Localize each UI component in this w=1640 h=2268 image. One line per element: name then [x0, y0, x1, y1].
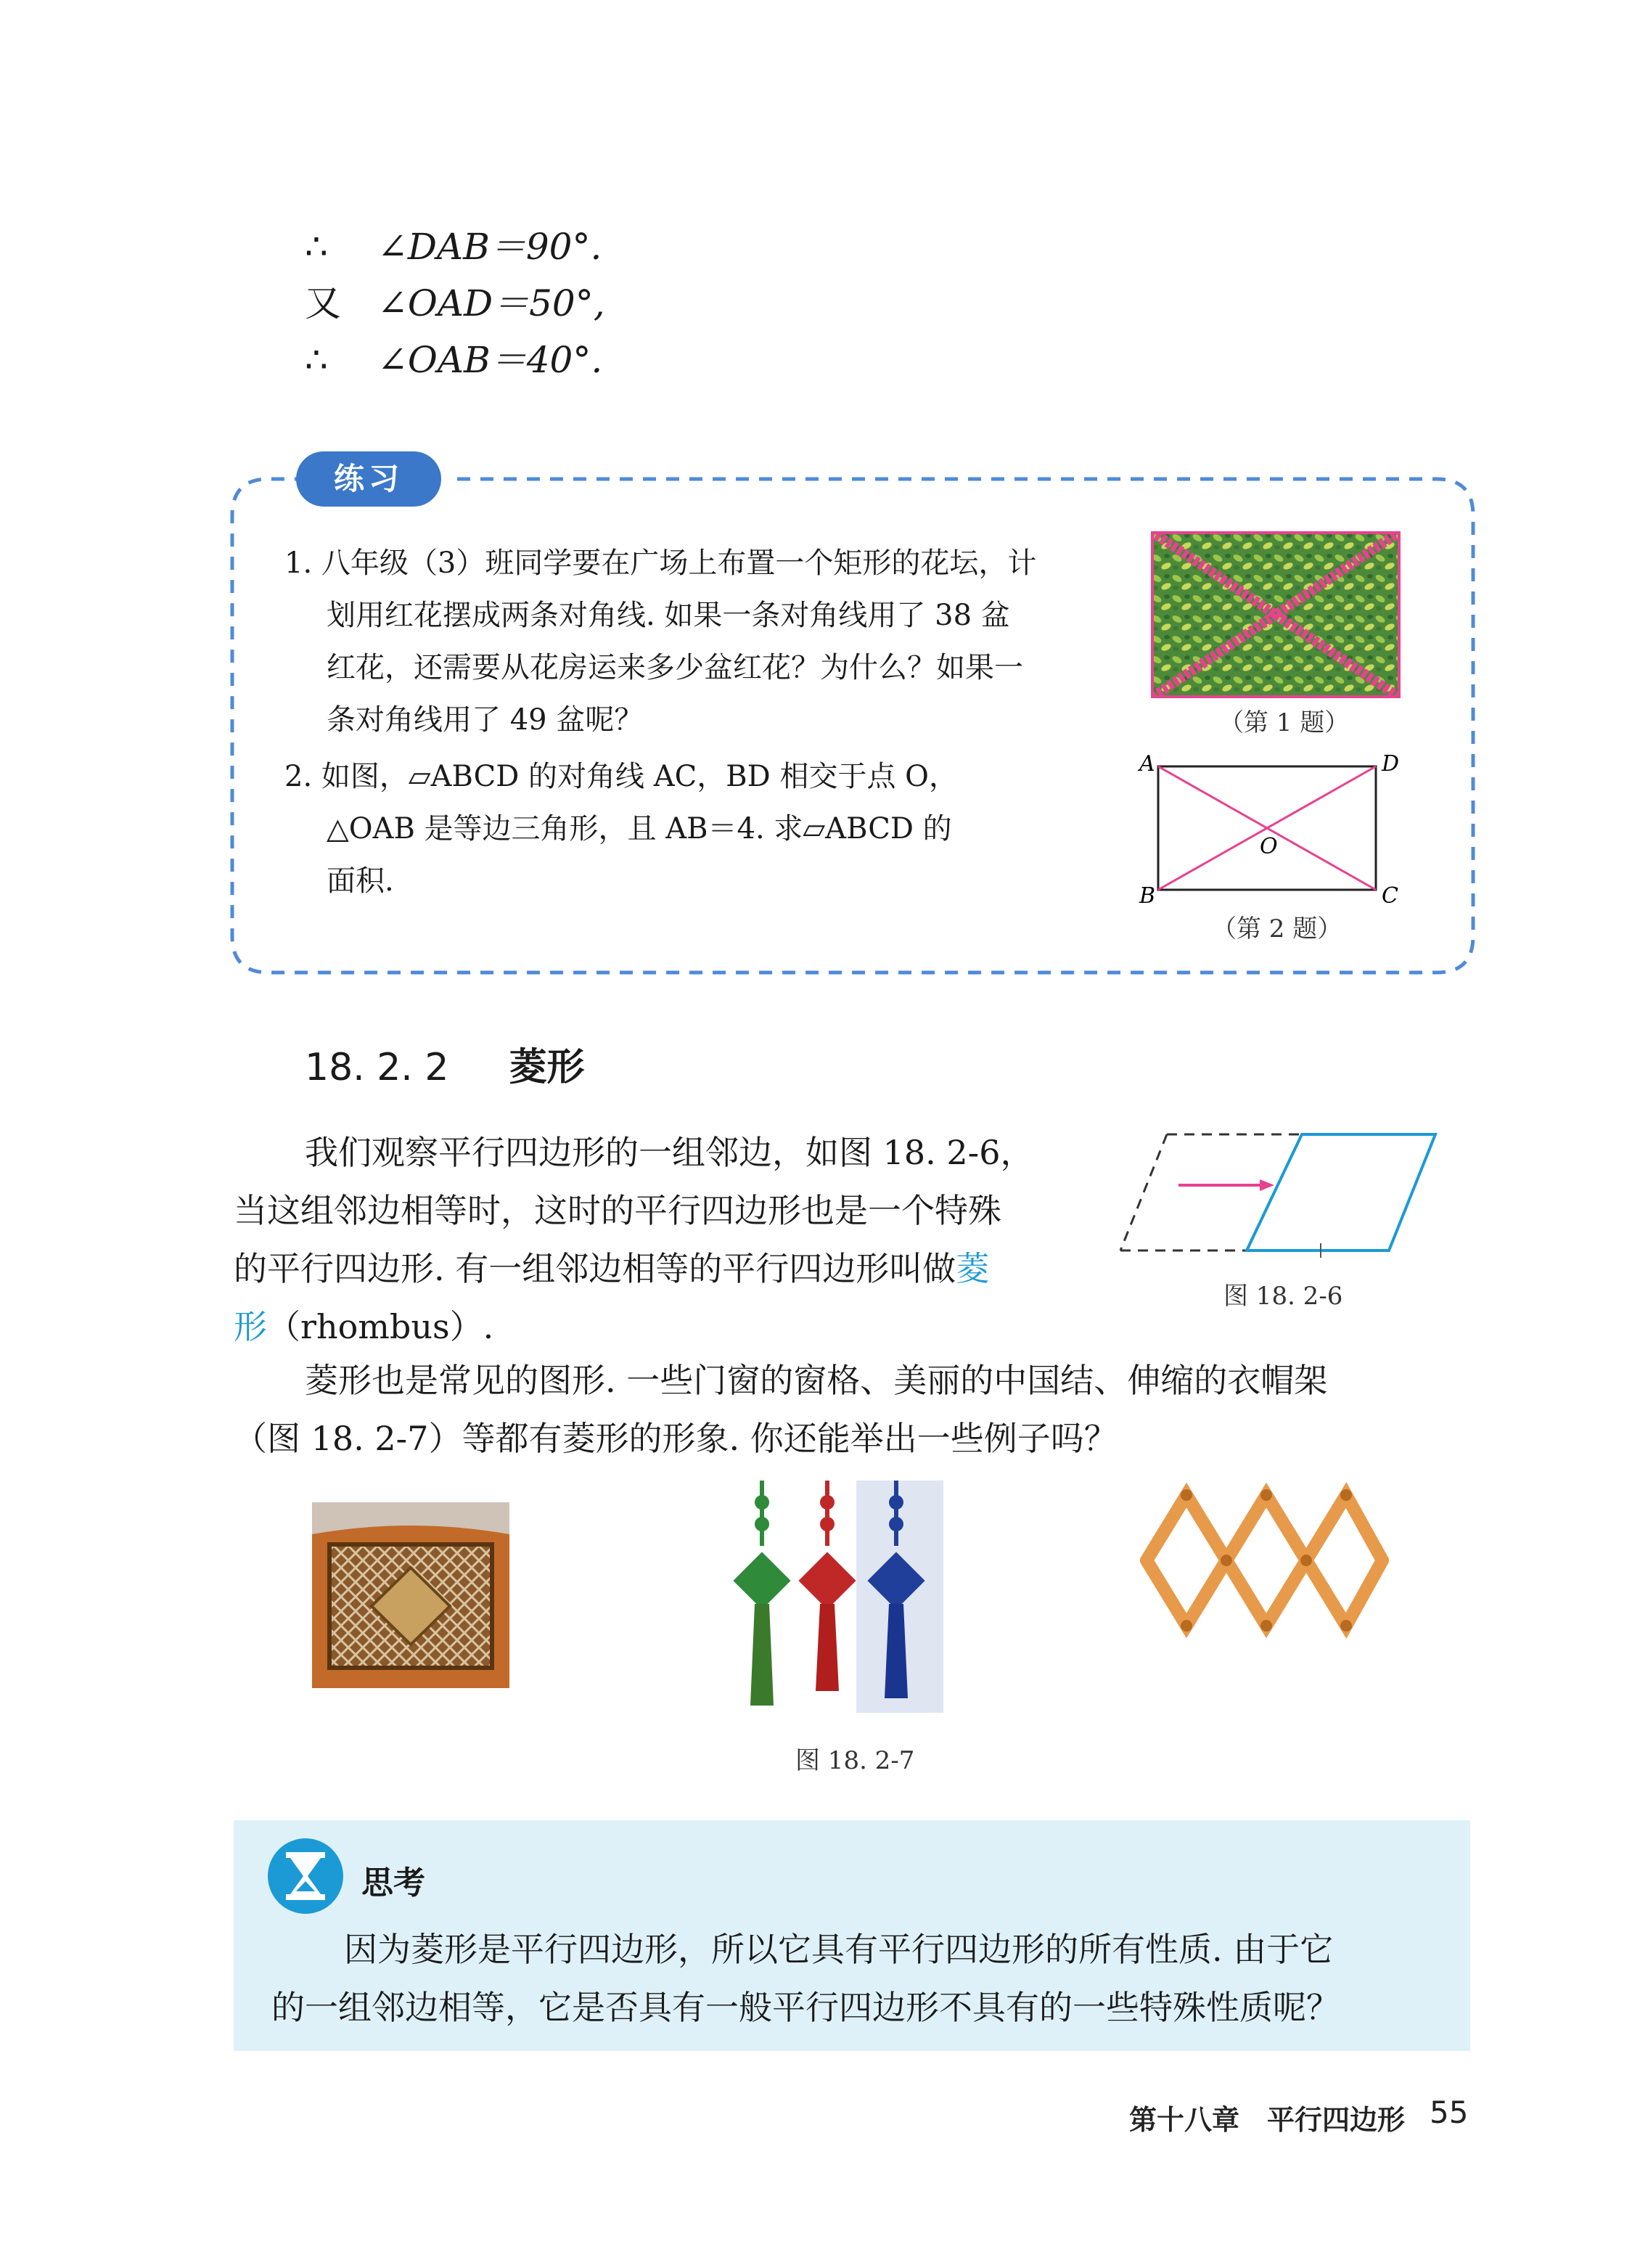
- think-title: 思考: [361, 1864, 425, 1901]
- therefore-symbol: ∴: [305, 339, 328, 381]
- proof-line-1: [305, 221, 602, 272]
- section-number: 18. 2. 2: [305, 1046, 449, 1089]
- paragraph2-line-2: （图 18. 2-7）等都有菱形的形象. 你还能举出一些例子吗？: [234, 1419, 1118, 1458]
- expandable-coat-rack-image: [1132, 1481, 1393, 1640]
- exercise-q2-caption: （第 2 题）: [1212, 914, 1342, 943]
- paragraph2-line-1: 菱形也是常见的图形. 一些门窗的窗格、美丽的中国结、伸缩的衣帽架: [305, 1361, 1328, 1400]
- figure-2-6-caption: 图 18. 2-6: [1223, 1282, 1343, 1311]
- label-D: D: [1382, 751, 1400, 777]
- label-C: C: [1382, 883, 1398, 907]
- window-lattice-image: [312, 1502, 509, 1688]
- hourglass-icon: [266, 1836, 345, 1916]
- paragraph1-line-2: 当这组邻边相等时，这时的平行四边形也是一个特殊: [234, 1191, 1001, 1230]
- term-rhombus-cont: 形: [234, 1307, 267, 1346]
- exercise-q2-line-1: 2. 如图，▱ABCD 的对角线 AC，BD 相交于点 O，: [284, 760, 958, 793]
- proof-line-2: [305, 278, 605, 329]
- page-number: 55: [1430, 2095, 1469, 2130]
- also-symbol: 又: [305, 282, 341, 324]
- exercise-q1-line-2: 划用红花摆成两条对角线. 如果一条对角线用了 38 盆: [327, 599, 1010, 632]
- exercise-q1-line-3: 红花，还需要从花房运来多少盆红花？为什么？如果一: [327, 651, 1023, 684]
- therefore-symbol: ∴: [305, 226, 328, 268]
- paragraph1-line-3: 的平行四边形. 有一组邻边相等的平行四边形叫做菱: [234, 1249, 990, 1288]
- label-A: A: [1139, 751, 1155, 777]
- proof-expression: ∠DAB＝90°.: [377, 226, 602, 268]
- proof-line-3: [305, 335, 602, 385]
- rectangle-diagram: [1132, 748, 1422, 907]
- label-B: B: [1139, 883, 1156, 907]
- exercise-q1-line-1: 1. 八年级（3）班同学要在广场上布置一个矩形的花坛，计: [284, 546, 1037, 580]
- think-line-2: 的一组邻边相等，它是否具有一般平行四边形不具有的一些特殊性质呢？: [271, 1988, 1340, 2027]
- section-heading: [305, 1036, 585, 1091]
- label-O: O: [1260, 834, 1278, 859]
- chinese-knot-image: [733, 1481, 943, 1713]
- figure-2-6-parallelogram: [1110, 1121, 1444, 1266]
- section-title: 菱形: [509, 1046, 585, 1089]
- paragraph1-line-4: [234, 1298, 493, 1356]
- term-rhombus: 菱: [956, 1249, 990, 1288]
- exercise-badge: 练习: [296, 451, 441, 507]
- exercise-q2-line-2: △OAB 是等边三角形，且 AB＝4. 求▱ABCD 的: [327, 812, 952, 846]
- figure-2-7-caption: 图 18. 2-7: [795, 1746, 915, 1775]
- proof-expression: ∠OAD＝50°,: [377, 282, 605, 324]
- footer-chapter: 第十八章 平行四边形: [1129, 2103, 1406, 2136]
- term-english: （rhombus）.: [267, 1307, 494, 1346]
- think-line-1: 因为菱形是平行四边形，所以它具有平行四边形的所有性质. 由于它: [344, 1930, 1334, 1969]
- proof-expression: ∠OAB＝40°.: [377, 339, 603, 381]
- exercise-q1-line-4: 条对角线用了 49 盆呢？: [327, 703, 644, 737]
- paragraph1-line-1: 我们观察平行四边形的一组邻边，如图 18. 2-6，: [305, 1133, 1034, 1172]
- exercise-q1-caption: （第 1 题）: [1219, 708, 1350, 737]
- exercise-q2-line-3: 面积.: [327, 864, 394, 898]
- flower-bed-image: [1151, 531, 1401, 698]
